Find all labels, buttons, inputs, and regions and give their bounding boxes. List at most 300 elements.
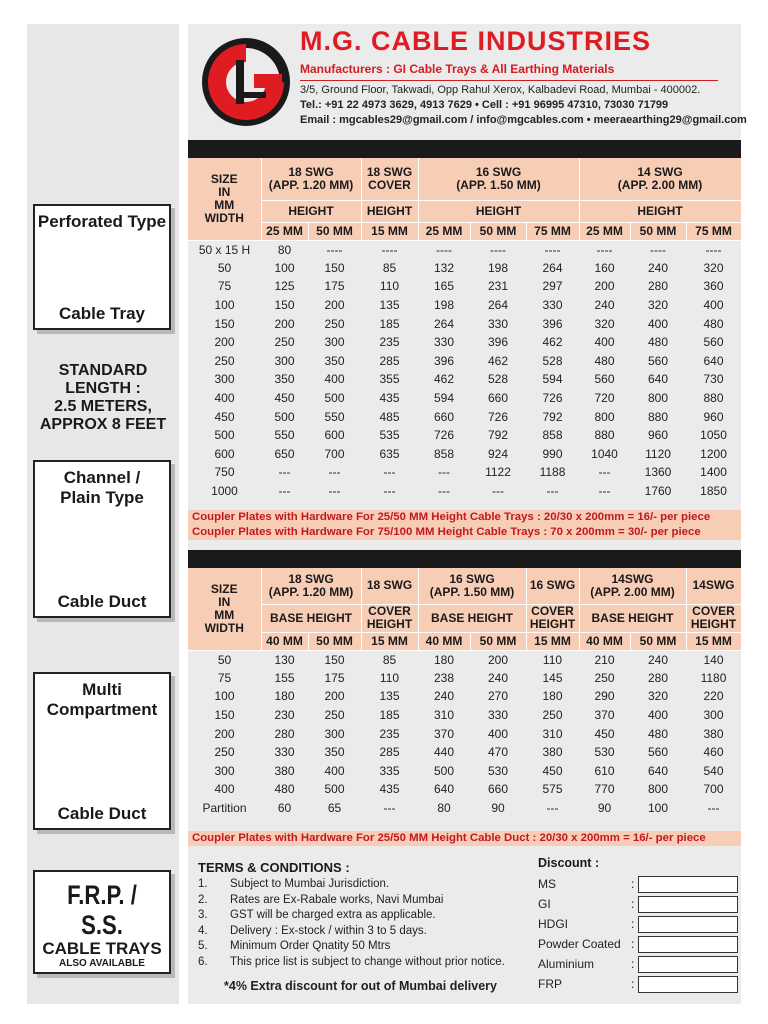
column-header: 75 MM (526, 222, 579, 240)
price-cell: 400 (703, 298, 724, 313)
price-cell: 380 (703, 726, 724, 741)
price-cell: ---- (650, 242, 666, 257)
price-cell: --- (546, 801, 559, 816)
price-cell: 720 (594, 391, 615, 406)
subgroup-header: BASE HEIGHT (261, 604, 361, 632)
company-emails: Email : mgcables29@gmail.com / info@mgcables.com • meeraearthing29@gmail.com (300, 114, 747, 126)
price-cell: 240 (433, 689, 455, 704)
table-row (188, 407, 741, 426)
discount-input-box[interactable] (638, 896, 738, 913)
price-cell: 140 (703, 652, 724, 667)
price-cell: 640 (433, 782, 455, 797)
group-header: 18 SWG (APP. 1.20 MM) (261, 568, 361, 604)
size-cell: 250 (214, 353, 235, 368)
terms-item-number: 5. (198, 940, 208, 952)
size-cell: 200 (214, 726, 235, 741)
price-cell: 400 (648, 316, 669, 331)
terms-title: TERMS & CONDITIONS : (198, 860, 350, 875)
price-cell: 240 (594, 298, 615, 313)
price-cell: 280 (274, 726, 295, 741)
size-cell: 750 (214, 465, 235, 480)
price-cell: 660 (487, 391, 509, 406)
terms-item-text: GST will be charged extra as applicable. (230, 909, 436, 921)
price-cell: 185 (379, 316, 400, 331)
price-cell: 200 (594, 279, 615, 294)
discount-row (538, 974, 738, 994)
price-cell: 80 (437, 801, 451, 816)
size-cell: 75 (217, 279, 232, 294)
price-cell: 640 (703, 353, 724, 368)
channel-cable-duct-label: Cable Duct (57, 592, 147, 611)
column-header: 50 MM (470, 632, 526, 650)
discount-colon: : (631, 877, 635, 891)
cable-duct-price-table (188, 568, 742, 817)
size-cell: 50 (217, 260, 232, 275)
price-cell: 800 (647, 782, 669, 797)
price-cell: 600 (324, 428, 345, 443)
discount-input-box[interactable] (638, 916, 738, 933)
price-cell: 250 (542, 708, 563, 723)
extra-discount-note: *4% Extra discount for out of Mumbai delivery (224, 979, 497, 993)
price-cell: 990 (542, 446, 563, 461)
perforated-cable-tray-label: Cable Tray (59, 304, 145, 323)
size-cell: 200 (214, 335, 235, 350)
subgroup-header: HEIGHT (261, 200, 361, 222)
table-row (188, 799, 741, 818)
price-cell: 320 (647, 689, 669, 704)
price-cell: 540 (703, 763, 724, 778)
price-list-panel (188, 24, 747, 1004)
table-row (188, 370, 741, 389)
size-cell: 450 (214, 409, 235, 424)
perforated-type-label: Perforated Type (37, 212, 167, 231)
size-cell: 150 (214, 708, 235, 723)
terms-item-text: This price list is subject to change without prior notice. (230, 955, 505, 968)
price-cell: 640 (647, 763, 669, 778)
price-cell: 560 (648, 353, 669, 368)
price-cell: 462 (487, 353, 509, 368)
table-row (188, 240, 741, 259)
terms-item (198, 877, 528, 893)
column-header: 50 MM (308, 222, 361, 240)
price-cell: 480 (594, 353, 615, 368)
price-cell: 400 (594, 335, 615, 350)
price-cell: 792 (487, 428, 509, 443)
discount-label: Aluminium (538, 957, 595, 971)
size-cell: 100 (214, 689, 235, 704)
price-cell: 500 (324, 782, 345, 797)
price-cell: --- (598, 484, 611, 499)
price-cell: 238 (433, 670, 455, 685)
price-cell: --- (546, 484, 559, 499)
size-cell: 100 (214, 298, 235, 313)
terms-item (198, 893, 528, 909)
price-cell: 700 (324, 446, 345, 461)
price-cell: 285 (379, 745, 400, 760)
table-row (188, 724, 741, 743)
terms-item-number: 1. (198, 878, 208, 890)
table-row (188, 389, 741, 408)
column-header: 50 MM (308, 632, 361, 650)
price-cell: 60 (277, 801, 292, 816)
table-row (188, 426, 741, 445)
price-cell: 635 (379, 446, 400, 461)
discount-section (538, 856, 738, 994)
price-cell: 660 (487, 782, 509, 797)
company-address: 3/5, Ground Floor, Takwadi, Opp Rahul Xerox, Kalbadevi Road, Mumbai - 400002. (300, 84, 701, 96)
price-cell: 858 (433, 446, 455, 461)
group-header: 18 SWG COVER (361, 158, 418, 200)
table-row (188, 445, 741, 464)
price-cell: 1360 (644, 465, 672, 480)
terms-item-text: Rates are Ex-Rabale works, Navi Mumbai (230, 893, 444, 906)
price-cell: ---- (326, 242, 343, 257)
subgroup-header: BASE HEIGHT (579, 604, 686, 632)
price-cell: 250 (324, 316, 345, 331)
table-row (188, 259, 741, 278)
price-cell: 1120 (645, 446, 671, 461)
price-cell: 800 (594, 409, 615, 424)
tray-coupler-note-2: Coupler Plates with Hardware For 75/100 MM Height Cable Trays : 70 x 200mm = 30/- per piece (188, 525, 741, 540)
price-cell: ---- (381, 242, 398, 257)
column-header: 15 MM (361, 632, 418, 650)
price-cell: 380 (542, 745, 563, 760)
price-cell: 770 (594, 782, 615, 797)
frp-ss-box (33, 870, 171, 974)
price-cell: 460 (703, 745, 724, 760)
channel-type-label: Channel / Plain Type (60, 468, 144, 507)
price-cell: 1180 (700, 670, 727, 685)
price-cell: 350 (324, 353, 345, 368)
subgroup-header: COVER HEIGHT (361, 604, 418, 632)
price-cell: 528 (487, 372, 509, 387)
price-cell: 700 (703, 782, 724, 797)
price-cell: 435 (379, 782, 400, 797)
price-cell: 280 (648, 279, 669, 294)
price-cell: 500 (324, 391, 345, 406)
price-cell: 198 (487, 260, 509, 275)
frp-ss-title: F.R.P. / S.S. (67, 880, 137, 940)
group-header: 18 SWG (APP. 1.20 MM) (261, 158, 361, 200)
price-cell: 235 (379, 726, 400, 741)
sidebar (27, 24, 179, 1004)
price-cell: 1122 (485, 465, 511, 480)
price-cell: --- (492, 484, 504, 499)
price-cell: 198 (433, 298, 455, 313)
price-cell: 320 (594, 316, 615, 331)
perforated-type-box (33, 204, 171, 330)
discount-colon: : (631, 957, 635, 971)
table-row (188, 277, 741, 296)
price-cell: 726 (542, 391, 563, 406)
discount-input-box[interactable] (638, 876, 738, 893)
discount-row (538, 914, 738, 934)
price-cell: 1850 (700, 484, 727, 499)
price-cell: 550 (324, 409, 345, 424)
price-cell: --- (598, 465, 611, 480)
duct-coupler-note: Coupler Plates with Hardware For 25/50 MM Height Cable Duct : 20/30 x 200mm = 16/- per piece (188, 831, 741, 846)
price-cell: 960 (648, 428, 669, 443)
price-cell: 380 (274, 763, 295, 778)
terms-item (198, 939, 528, 955)
price-cell: 310 (433, 708, 455, 723)
price-cell: 110 (542, 652, 563, 667)
price-cell: ---- (490, 242, 506, 257)
price-cell: 960 (703, 409, 724, 424)
price-cell: 1760 (644, 484, 672, 499)
column-header: 50 MM (470, 222, 526, 240)
table-row (188, 669, 741, 688)
price-cell: 730 (703, 372, 724, 387)
price-cell: 155 (274, 670, 295, 685)
price-cell: 200 (487, 652, 509, 667)
discount-row (538, 894, 738, 914)
price-cell: 400 (324, 372, 345, 387)
group-header: 14SWG (686, 568, 741, 604)
price-cell: 85 (382, 652, 397, 667)
subgroup-header: BASE HEIGHT (418, 604, 526, 632)
price-cell: 320 (703, 260, 724, 275)
price-cell: 264 (542, 260, 563, 275)
price-cell: 400 (487, 726, 509, 741)
discount-colon: : (631, 937, 635, 951)
table-row (188, 463, 741, 482)
price-cell: 594 (542, 372, 563, 387)
terms-item (198, 955, 528, 971)
price-cell: 1040 (591, 446, 618, 461)
price-cell: --- (278, 484, 291, 499)
discount-row (538, 954, 738, 974)
price-cell: 250 (594, 670, 615, 685)
price-cell: 330 (433, 335, 455, 350)
terms-item-text: Minimum Order Qnatity 50 Mtrs (230, 940, 391, 952)
tray-coupler-note-1: Coupler Plates with Hardware For 25/50 MM Height Cable Trays : 20/30 x 200mm = 16/- per piece (188, 510, 741, 525)
price-cell: 165 (433, 279, 455, 294)
price-cell: 200 (324, 298, 345, 313)
company-name: M.G. CABLE INDUSTRIES (300, 26, 652, 56)
table-row (188, 687, 741, 706)
price-cell: ---- (436, 242, 452, 257)
price-cell: 450 (594, 726, 615, 741)
price-cell: 285 (379, 353, 400, 368)
price-cell: 230 (274, 708, 295, 723)
discount-colon: : (631, 977, 635, 991)
price-cell: 470 (487, 745, 509, 760)
column-header: 50 MM (630, 632, 686, 650)
price-cell: 110 (379, 279, 400, 294)
price-cell: --- (328, 484, 341, 499)
price-cell: 175 (324, 670, 345, 685)
price-cell: 330 (487, 708, 509, 723)
price-cell: 220 (703, 689, 724, 704)
size-cell: 300 (214, 372, 235, 387)
price-cell: 450 (274, 391, 295, 406)
discount-input-box[interactable] (638, 936, 738, 953)
price-cell: 485 (379, 409, 400, 424)
price-cell: ---- (705, 242, 722, 257)
price-cell: 575 (542, 782, 563, 797)
discount-row (538, 934, 738, 954)
price-cell: 560 (647, 745, 669, 760)
terms-item-number: 3. (198, 909, 208, 921)
price-cell: 480 (703, 316, 724, 331)
standard-length-note: STANDARD LENGTH : 2.5 METERS, APPROX 8 FEET (39, 362, 167, 433)
table-row (188, 780, 741, 799)
frp-cable-trays-label: CABLE TRAYS (42, 939, 162, 958)
price-cell: 350 (324, 745, 345, 760)
price-cell: --- (438, 484, 450, 499)
price-cell: 1050 (700, 428, 727, 443)
subgroup-header: COVER HEIGHT (526, 604, 579, 632)
price-cell: 400 (324, 763, 345, 778)
price-cell: 726 (487, 409, 509, 424)
price-cell: --- (383, 465, 396, 480)
price-cell: 250 (324, 708, 345, 723)
price-cell: 800 (648, 391, 669, 406)
price-cell: 200 (324, 689, 345, 704)
price-cell: 650 (274, 446, 295, 461)
column-header: 15 MM (526, 632, 579, 650)
price-cell: 132 (433, 260, 455, 275)
price-cell: 85 (382, 260, 397, 275)
price-cell: 100 (647, 801, 669, 816)
price-cell: 435 (379, 391, 400, 406)
discount-input-box[interactable] (638, 976, 738, 993)
price-cell: 396 (433, 353, 455, 368)
size-cell: 50 x 15 H (198, 242, 251, 257)
price-cell: --- (707, 801, 720, 816)
cable-tray-price-table (188, 158, 742, 500)
size-cell: 400 (214, 782, 235, 797)
price-cell: 550 (274, 428, 295, 443)
terms-item (198, 908, 528, 924)
price-cell: 300 (324, 335, 345, 350)
price-cell: 530 (594, 745, 615, 760)
price-cell: --- (278, 465, 291, 480)
price-cell: 180 (542, 689, 563, 704)
price-cell: 610 (594, 763, 615, 778)
price-cell: 135 (379, 298, 400, 313)
company-phones: Tel.: +91 22 4973 3629, 4913 7629 • Cell : +91 96995 47310, 73030 71799 (300, 99, 669, 111)
subgroup-header: HEIGHT (361, 200, 418, 222)
price-cell: 90 (597, 801, 612, 816)
price-cell: 594 (433, 391, 455, 406)
price-cell: 150 (324, 652, 345, 667)
size-cell: 250 (214, 745, 235, 760)
price-cell: 880 (703, 391, 724, 406)
group-header: 16 SWG (526, 568, 579, 604)
price-cell: 1188 (539, 465, 566, 480)
terms-item (198, 924, 528, 940)
section-divider-tray (188, 140, 741, 158)
company-header (188, 24, 747, 138)
price-cell: 560 (594, 372, 615, 387)
price-cell: 264 (433, 316, 455, 331)
multi-cable-duct-label: Cable Duct (57, 804, 147, 823)
price-cell: 535 (379, 428, 400, 443)
price-cell: 450 (542, 763, 563, 778)
frp-also-available-label: ALSO AVAILABLE (59, 958, 145, 969)
column-header: 15 MM (686, 632, 741, 650)
price-cell: 240 (487, 670, 509, 685)
company-tagline: Manufacturers : GI Cable Trays & All Earthing Materials (300, 62, 615, 76)
price-cell: 310 (542, 726, 563, 741)
price-cell: 350 (274, 372, 295, 387)
price-cell: 300 (324, 726, 345, 741)
price-cell: 150 (324, 260, 345, 275)
price-cell: 180 (274, 689, 295, 704)
discount-label: GI (538, 897, 551, 911)
column-header: 15 MM (361, 222, 418, 240)
price-cell: 210 (594, 652, 615, 667)
price-cell: 480 (274, 782, 295, 797)
terms-item-text: Delivery : Ex-stock / within 3 to 5 days. (230, 924, 427, 937)
column-header: 40 MM (261, 632, 308, 650)
terms-and-conditions (198, 860, 528, 970)
price-cell: 180 (433, 652, 455, 667)
column-header: 25 MM (579, 222, 630, 240)
price-cell: 396 (487, 335, 509, 350)
size-cell: Partition (202, 801, 247, 816)
discount-colon: : (631, 897, 635, 911)
channel-type-box (33, 460, 171, 618)
price-cell: --- (328, 465, 341, 480)
size-cell: 75 (217, 670, 232, 685)
price-cell: 500 (433, 763, 455, 778)
price-cell: 290 (594, 689, 615, 704)
price-cell: 110 (379, 670, 400, 685)
multi-compartment-label: Multi Compartment (46, 680, 158, 719)
price-cell: 370 (433, 726, 455, 741)
price-cell: 792 (542, 409, 563, 424)
price-cell: 250 (274, 335, 295, 350)
size-cell: 50 (217, 652, 232, 667)
price-cell: 480 (648, 335, 669, 350)
price-cell: 175 (324, 279, 345, 294)
size-cell: 500 (214, 428, 235, 443)
price-cell: 880 (594, 428, 615, 443)
price-cell: 300 (703, 708, 724, 723)
column-header: 25 MM (261, 222, 308, 240)
column-header: 50 MM (630, 222, 686, 240)
discount-label: HDGI (538, 917, 568, 931)
size-cell: 600 (214, 446, 235, 461)
price-cell: 100 (274, 260, 295, 275)
discount-label: MS (538, 877, 556, 891)
size-cell: 400 (214, 391, 235, 406)
column-header: 40 MM (418, 632, 470, 650)
discount-label: FRP (538, 977, 562, 991)
price-cell: 462 (433, 372, 455, 387)
size-header: SIZE IN MM WIDTH (188, 158, 261, 240)
price-cell: 530 (487, 763, 509, 778)
discount-input-box[interactable] (638, 956, 738, 973)
price-cell: 660 (433, 409, 455, 424)
price-cell: 231 (487, 279, 509, 294)
price-cell: 335 (379, 763, 400, 778)
table-row (188, 314, 741, 333)
price-cell: 280 (647, 670, 669, 685)
price-cell: 200 (274, 316, 295, 331)
price-cell: --- (383, 801, 396, 816)
table-row (188, 706, 741, 725)
price-cell: 355 (379, 372, 400, 387)
price-cell: 150 (274, 298, 295, 313)
price-cell: 65 (327, 801, 342, 816)
company-logo (196, 30, 296, 130)
group-header: 16 SWG (APP. 1.50 MM) (418, 158, 579, 200)
discount-colon: : (631, 917, 635, 931)
